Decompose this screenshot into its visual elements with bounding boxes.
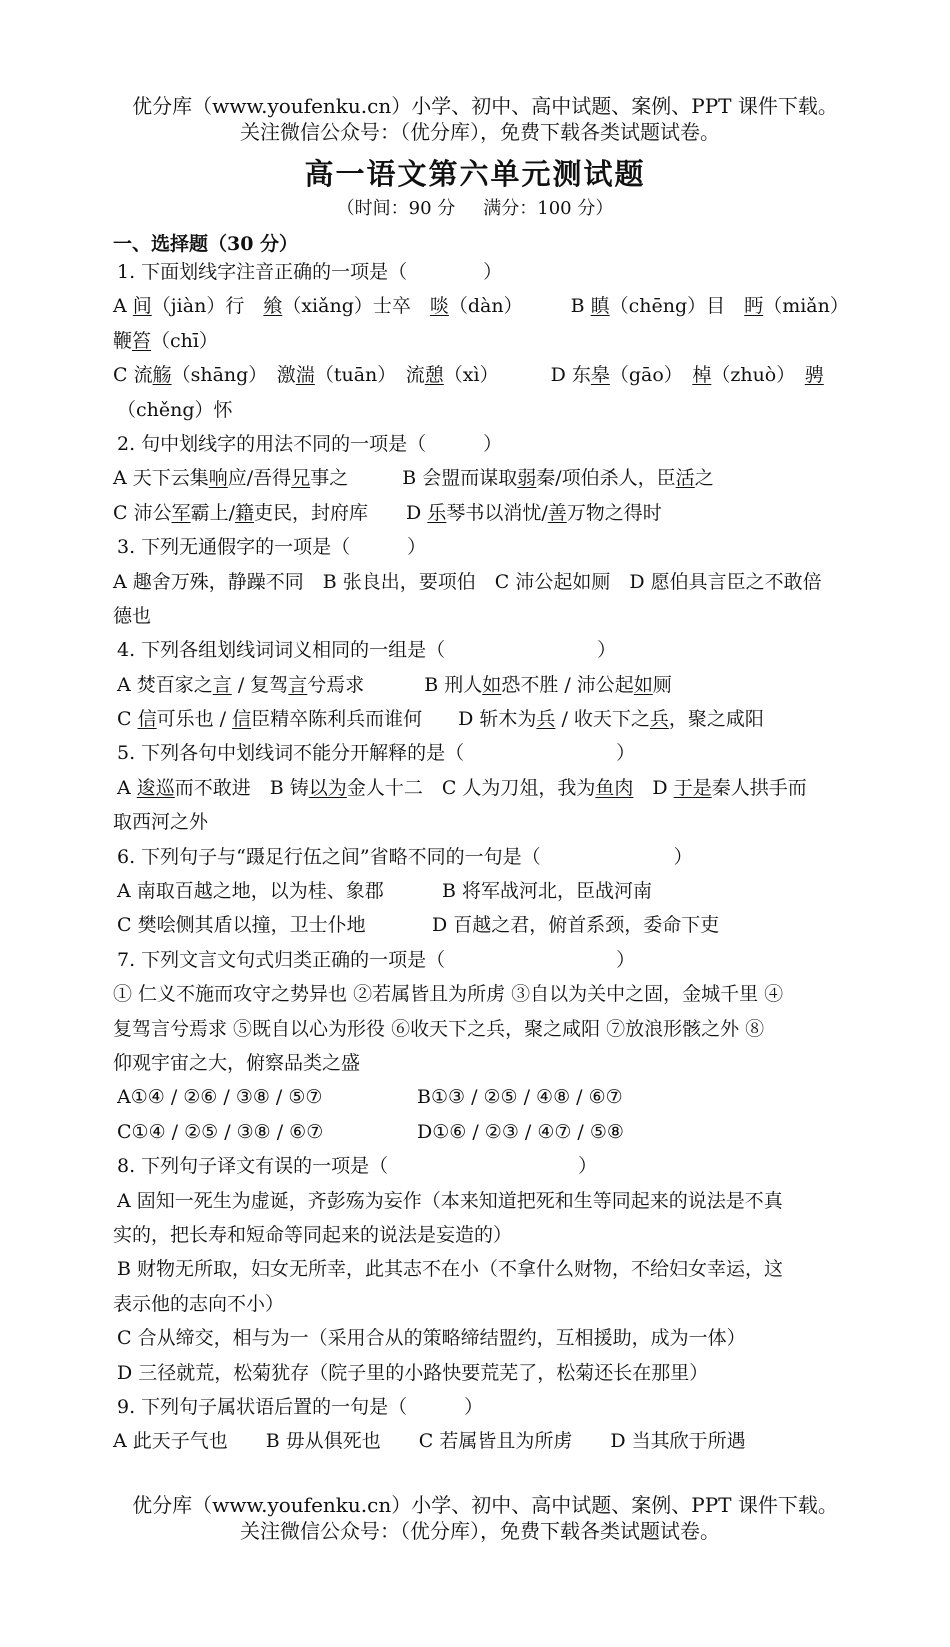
option-line: 鞭笞（chī）: [113, 329, 218, 352]
header-banner: [0, 93, 950, 145]
underlined-char: 啖: [429, 295, 449, 318]
option-line: C①④ / ②⑤ / ③⑧ / ⑥⑦ D①⑥ / ②③ / ④⑦ / ⑤⑧: [117, 1120, 624, 1143]
option-line: 表示他的志向不小）: [113, 1292, 285, 1315]
option-line: 实的，把长寿和短命等同起来的说法是妄造的）: [113, 1223, 513, 1246]
option-line: 复驾言兮焉求 ⑤既自以心为形役 ⑥收天下之兵，聚之咸阳 ⑦放浪形骸之外 ⑧: [113, 1017, 765, 1040]
question-stem: 7. 下列文言文句式归类正确的一项是（ ）: [117, 948, 636, 971]
option-line: A①④ / ②⑥ / ③⑧ / ⑤⑦ B①③ / ②⑤ / ④⑧ / ⑥⑦: [117, 1086, 623, 1109]
option-line: 德也: [113, 604, 152, 627]
option-line: A 趣舍万殊，静躁不同 B 张良出，要项伯 C 沛公起如厕 D 愿伯具言臣之不敢倍: [113, 570, 822, 593]
banner-line-2: 关注微信公众号：（优分库），免费下载各类试题试卷。: [240, 1519, 720, 1543]
full-score: 满分：100 分）: [483, 198, 614, 219]
underlined-char: 间: [132, 295, 152, 318]
underlined-char: 棹: [692, 364, 712, 387]
banner-line-1: 优分库（www.youfenku.cn）小学、初中、高中试题、案例、PPT 课件下载。: [132, 94, 838, 118]
option-line: ① 仁义不施而攻守之势异也 ②若属皆且为所虏 ③自以为关中之固，金城千里 ④: [113, 983, 784, 1006]
banner-line-2: 关注微信公众号：（优分库），免费下载各类试题试卷。: [240, 120, 720, 144]
underlined-char: 笞: [132, 329, 152, 352]
option-line: A 固知一死生为虚诞，齐彭殇为妄作（本来知道把死和生等同起来的说法是不真: [117, 1189, 783, 1212]
option-line: C 沛公军霸上/籍吏民，封府库 D 乐琴书以消忧/善万物之得时: [113, 501, 662, 524]
exam-info: [0, 194, 950, 220]
section-heading: 一、选择题（30 分）: [113, 233, 299, 255]
underlined-char: 飨: [263, 295, 283, 318]
option-line: A 此天子气也 B 毋从俱死也 C 若属皆且为所虏 D 当其欣于所遇: [113, 1430, 746, 1453]
underlined-char: 湍: [295, 364, 315, 387]
time-limit: （时间：90 分: [336, 198, 456, 219]
option-line: C 信可乐也 / 信臣精卒陈利兵而谁何 D 斩木为兵 / 收天下之兵，聚之咸阳: [117, 708, 764, 731]
option-line: 仰观宇宙之大，俯察品类之盛: [113, 1051, 361, 1074]
banner-line-1: 优分库（www.youfenku.cn）小学、初中、高中试题、案例、PPT 课件下载。: [132, 1493, 838, 1517]
question-stem: 2. 句中划线字的用法不同的一项是（ ）: [117, 432, 503, 455]
question-stem: 6. 下列句子与“蹑足行伍之间”省略不同的一句是（ ）: [117, 845, 693, 868]
option-line: B 财物无所取，妇女无所幸，此其志不在小（不拿什么财物，不给妇女幸运，这: [117, 1258, 784, 1281]
underlined-char: 皋: [590, 364, 610, 387]
underlined-char: 骋: [804, 364, 824, 387]
underlined-char: 眄: [744, 295, 764, 318]
underlined-char: 觞: [152, 364, 172, 387]
option-line: A 焚百家之言 / 复驾言兮焉求 B 刑人如恐不胜 / 沛公起如厕: [117, 673, 672, 696]
underlined-char: 憩: [424, 364, 444, 387]
option-line: A 南取百越之地，以为桂、象郡 B 将军战河北，臣战河南: [117, 880, 653, 903]
question-stem: 4. 下列各组划线词词义相同的一组是（ ）: [117, 639, 617, 662]
option-line: A 逡巡而不敢进 B 铸以为金人十二 C 人为刀俎，我为鱼肉 D 于是秦人拱手而: [117, 776, 807, 799]
option-line: D 三径就荒，松菊犹存（院子里的小路快要荒芜了，松菊还长在那里）: [117, 1361, 709, 1384]
footer-banner: [0, 1492, 950, 1544]
question-stem: 8. 下列句子译文有误的一项是（ ）: [117, 1155, 598, 1178]
option-line: C 流觞（shāng） 激湍（tuān） 流憩（xì） D 东皋（gāo） 棹（zhuò） 骋: [113, 364, 824, 387]
question-stem: 9. 下列句子属状语后置的一句是（ ）: [117, 1395, 484, 1418]
question-stem: 3. 下列无通假字的一项是（ ）: [117, 536, 427, 559]
option-line: C 合从缔交，相与为一（采用合从的策略缔结盟约，互相援助，成为一体）: [117, 1327, 746, 1350]
option-line: A 天下云集响应/吾得兄事之 B 会盟而谋取弱秦/项伯杀人，臣活之: [113, 467, 714, 490]
question-stem: 5. 下列各句中划线词不能分开解释的是（ ）: [117, 742, 636, 765]
option-line: 取西河之外: [113, 811, 209, 834]
option-line: A 间（jiàn）行 飨（xiǎng）士卒 啖（dàn） B 瞋（chēng）目 眄（miǎn）: [113, 295, 849, 318]
option-line: （chěng）怀: [117, 398, 233, 421]
option-line: C 樊哙侧其盾以撞，卫士仆地 D 百越之君，俯首系颈，委命下吏: [117, 914, 720, 937]
page-title: 高一语文第六单元测试题: [304, 157, 646, 191]
question-stem: 1. 下面划线字注音正确的一项是（ ）: [117, 261, 503, 283]
question-list: [113, 255, 849, 1459]
underlined-char: 瞋: [590, 295, 610, 318]
